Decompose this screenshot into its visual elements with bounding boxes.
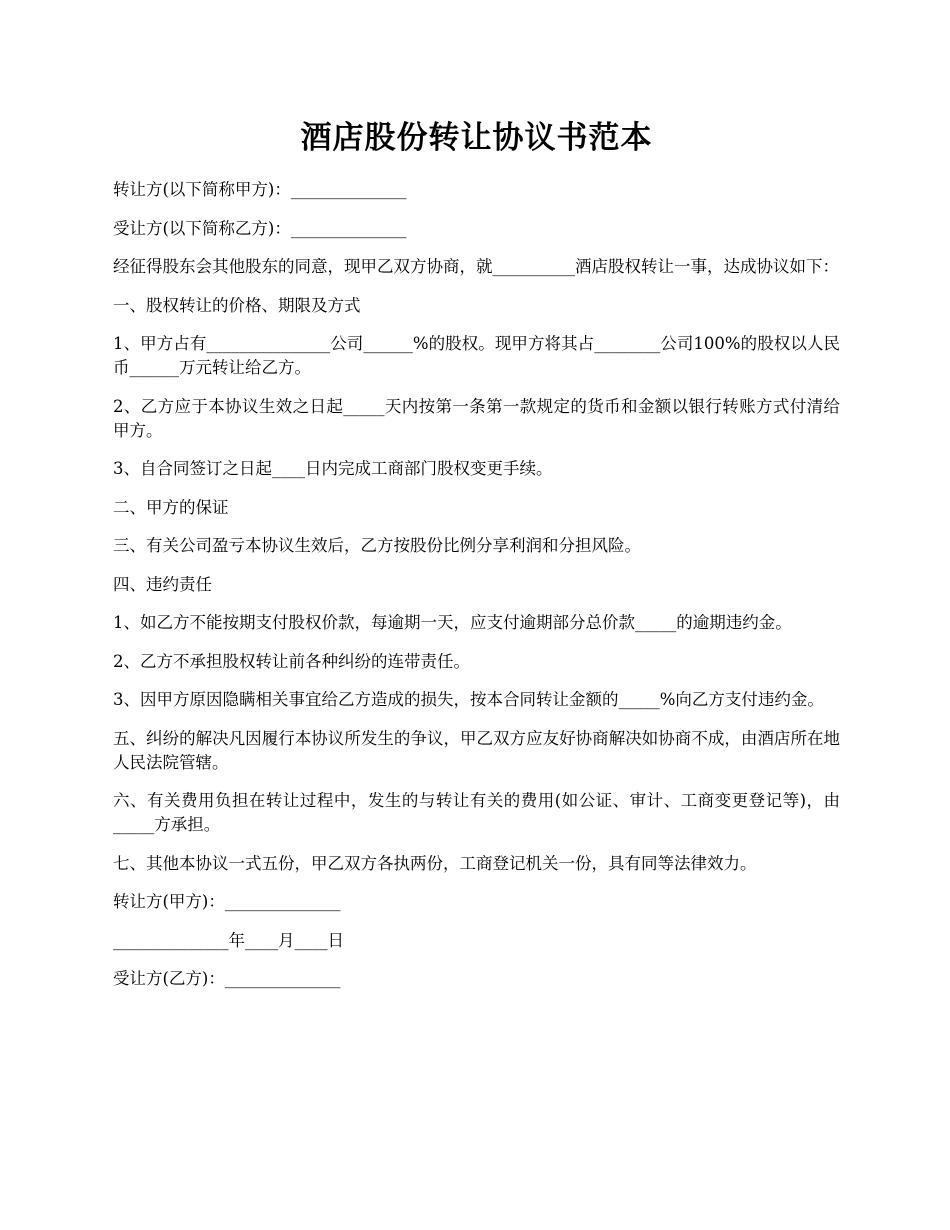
clause-4-1: 1、如乙方不能按期支付股权价款，每逾期一天，应支付逾期部分总价款_____的逾期违约金。 bbox=[113, 613, 792, 632]
document-title: 酒店股份转让协议书范本 bbox=[300, 120, 653, 156]
clause-1-3: 3、自合同签订之日起____日内完成工商部门股权变更手续。 bbox=[113, 459, 553, 478]
signature-transferee: 受让方(乙方)：______________ bbox=[113, 969, 341, 988]
document-page bbox=[113, 112, 840, 1006]
clause-1-2: 2、乙方应于本协议生效之日起_____天内按第一条第一款规定的货币和金额以银行转账方式付清给甲方。 bbox=[113, 396, 840, 440]
section-expenses: 六、有关费用负担在转让过程中，发生的与转让有关的费用(如公证、审计、工商变更登记等)，由_____方承担。 bbox=[113, 791, 840, 834]
signature-date: ______________年____月____日 bbox=[113, 930, 344, 950]
section-dispute-resolution: 五、纠纷的解决凡因履行本协议所发生的争议，甲乙双方应友好协商解决如协商不成，由酒店所在地人民法院管辖。 bbox=[113, 728, 840, 772]
section-heading-guarantee: 二、甲方的保证 bbox=[113, 497, 229, 517]
clause-4-2: 2、乙方不承担股权转让前各种纠纷的连带责任。 bbox=[113, 651, 470, 671]
transferee-line: 受让方(以下简称乙方)：______________ bbox=[113, 218, 407, 238]
clause-4-3: 3、因甲方原因隐瞒相关事宜给乙方造成的损失，按本合同转让金额的_____%向乙方支付违约金。 bbox=[113, 690, 824, 709]
section-heading-price-term-method: 一、股权转让的价格、期限及方式 bbox=[113, 295, 361, 315]
transferor-line: 转让方(以下简称甲方)：______________ bbox=[113, 180, 407, 199]
clause-1-1: 1、甲方占有_______________公司______%的股权。现甲方将其占________公司100%的股权以人民币______万元转让给乙方。 bbox=[113, 334, 840, 377]
signature-transferor: 转让方(甲方)：______________ bbox=[113, 892, 341, 911]
section-profit-loss: 三、有关公司盈亏本协议生效后，乙方按股份比例分享利润和分担风险。 bbox=[113, 536, 641, 555]
section-other: 七、其他本协议一式五份，甲乙双方各执两份，工商登记机关一份，具有同等法律效力。 bbox=[113, 853, 757, 873]
preamble-paragraph: 经征得股东会其他股东的同意，现甲乙双方协商，就__________酒店股权转让一事，达成协议如下： bbox=[113, 257, 839, 276]
section-heading-breach: 四、违约责任 bbox=[113, 574, 212, 594]
